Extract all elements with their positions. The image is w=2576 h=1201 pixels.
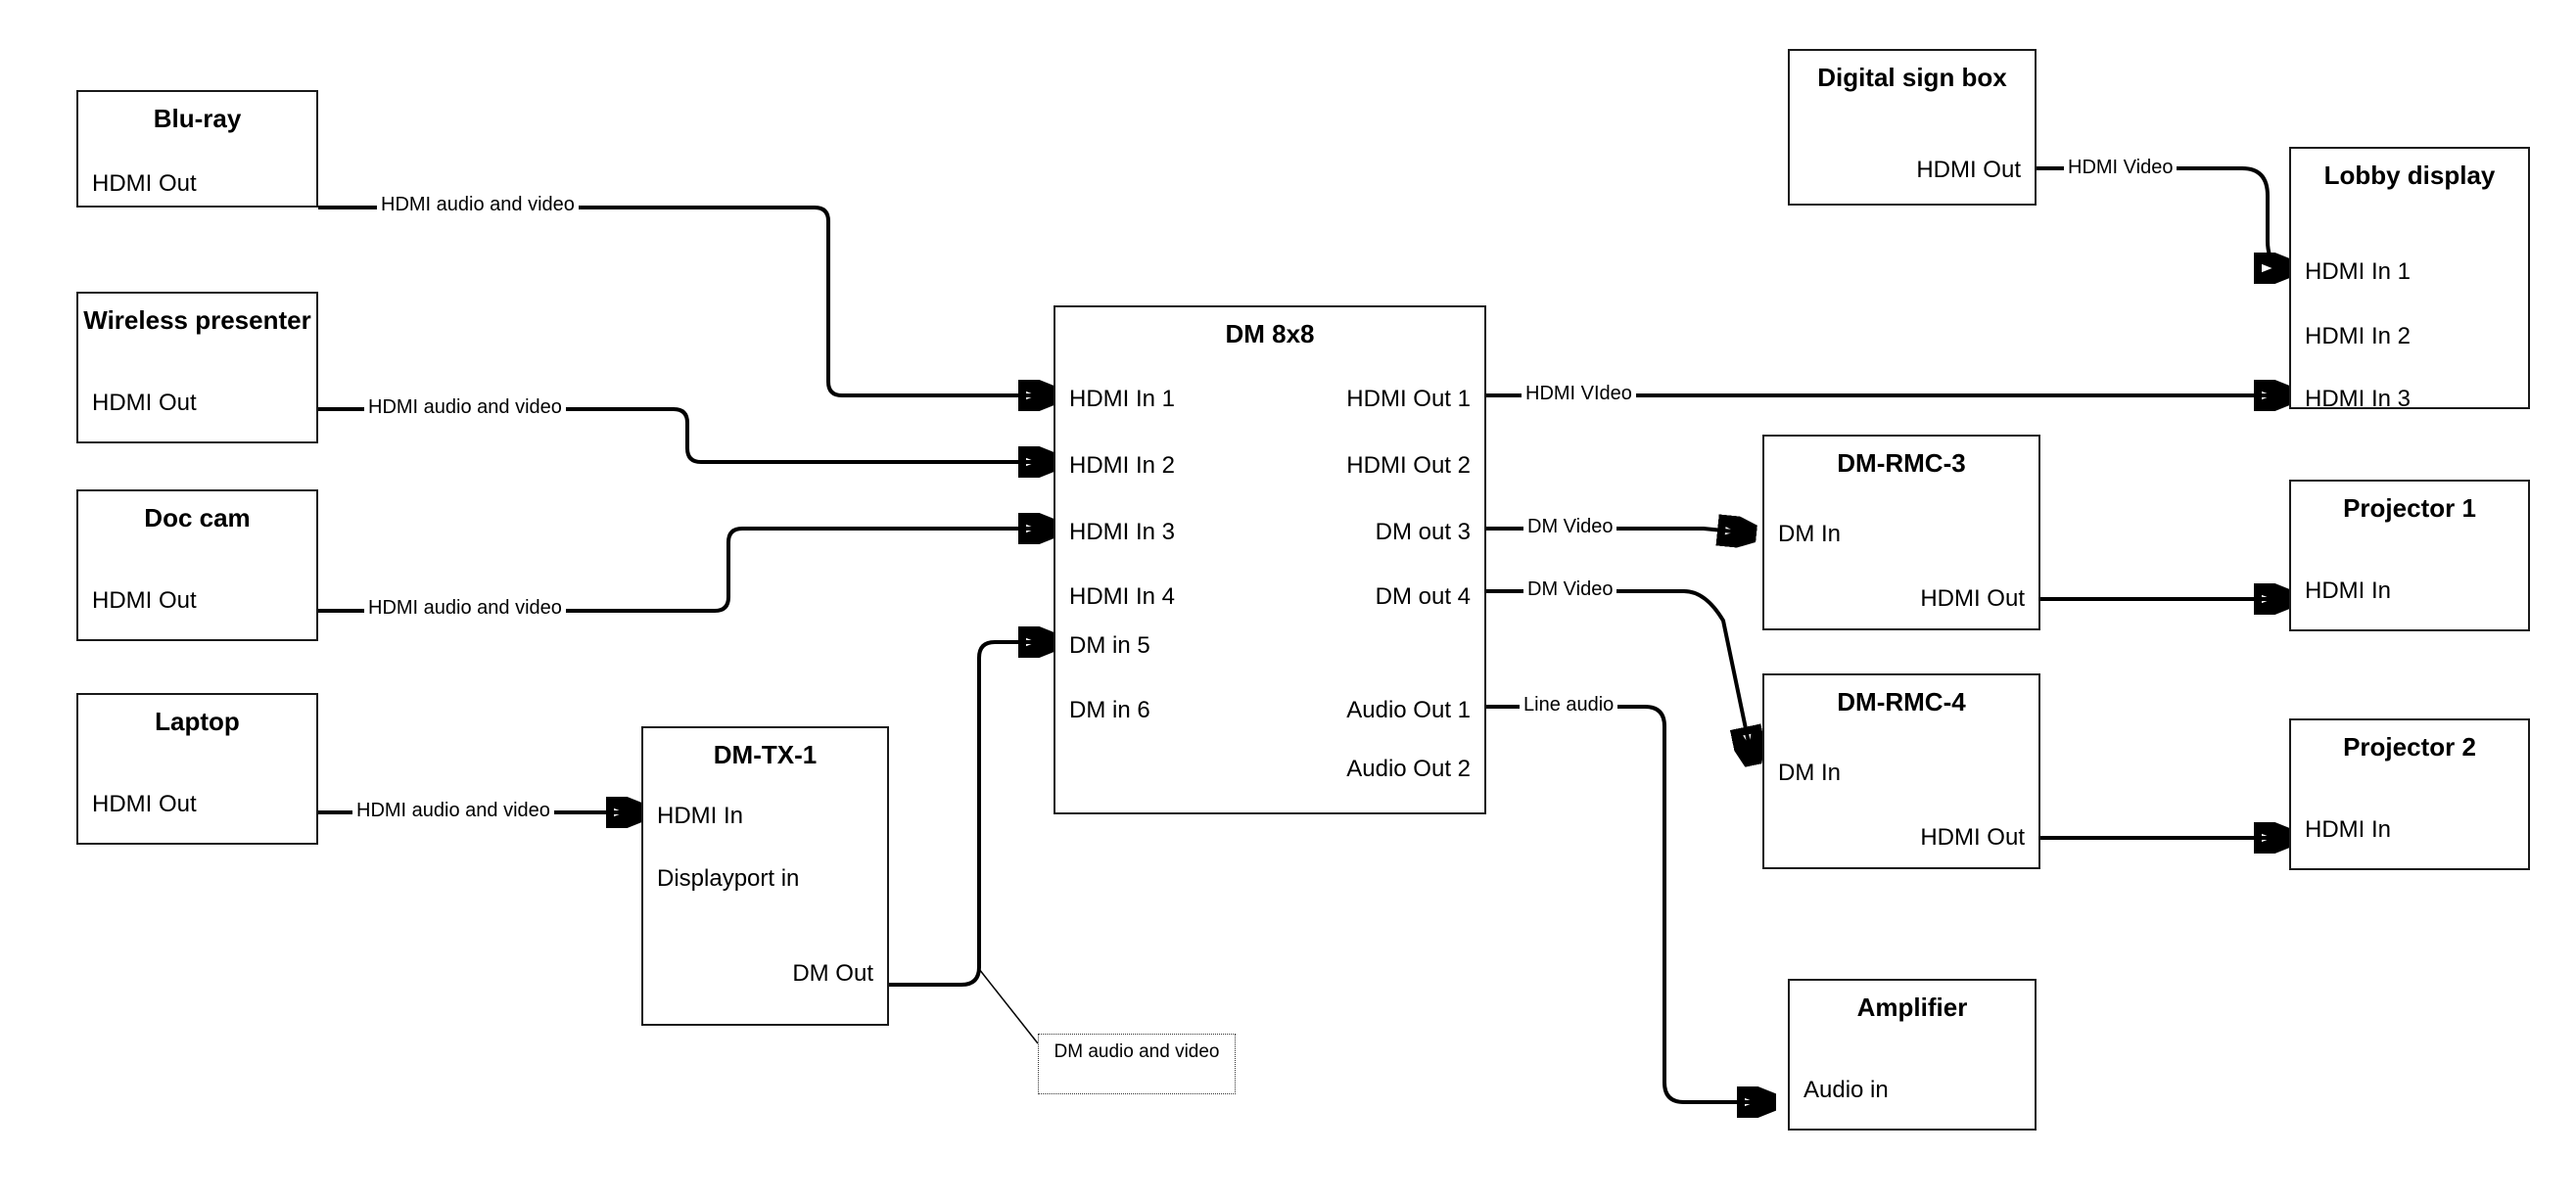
port-dm-in: DM In xyxy=(1778,760,1842,786)
edge-label-doccam: HDMI audio and video xyxy=(364,597,566,620)
edge-label-dm-out-3: DM Video xyxy=(1523,516,1616,538)
port-hdmi-in: HDMI In xyxy=(2305,577,2392,604)
edge-label-wireless: HDMI audio and video xyxy=(364,396,566,419)
edge-label-bluray: HDMI audio and video xyxy=(377,194,579,216)
edge-label-sign-box: HDMI Video xyxy=(2064,157,2177,179)
node-wireless-presenter[interactable] xyxy=(76,292,318,443)
port-hdmi-in: HDMI In xyxy=(2305,816,2392,843)
port-audio-out-1: Audio Out 1 xyxy=(1346,697,1471,723)
node-laptop[interactable] xyxy=(76,693,318,845)
edge-label-hdmi-out-1: HDMI VIdeo xyxy=(1522,383,1636,405)
node-title: Laptop xyxy=(155,707,240,736)
node-title: Projector 2 xyxy=(2343,732,2476,762)
node-digital-sign-box[interactable] xyxy=(1788,49,2037,206)
node-dm-rmc-3[interactable] xyxy=(1762,435,2040,630)
note-dm-audio-and-video: DM audio and video xyxy=(1038,1034,1236,1094)
node-title: Blu-ray xyxy=(153,104,242,133)
node-title: DM-TX-1 xyxy=(713,740,818,769)
port-hdmi-in-3: HDMI In 3 xyxy=(1069,519,1176,545)
port-hdmi-out-1: HDMI Out 1 xyxy=(1346,386,1471,412)
node-dm-rmc-4[interactable] xyxy=(1762,673,2040,869)
node-bluray[interactable] xyxy=(76,90,318,208)
node-title: Lobby display xyxy=(2323,161,2496,190)
port-dm-in-5: DM in 5 xyxy=(1069,632,1150,659)
port-hdmi-in: HDMI In xyxy=(657,803,744,829)
edge-label-dm-out-4: DM Video xyxy=(1523,578,1616,601)
node-doc-cam[interactable] xyxy=(76,489,318,641)
node-amplifier[interactable] xyxy=(1788,979,2037,1131)
edge-label-laptop: HDMI audio and video xyxy=(352,800,554,822)
node-title: Digital sign box xyxy=(1817,63,2007,92)
port-displayport-in: Displayport in xyxy=(657,865,800,892)
port-audio-in: Audio in xyxy=(1803,1077,1889,1103)
node-dm-tx-1[interactable] xyxy=(641,726,889,1026)
node-lobby-display[interactable] xyxy=(2289,147,2530,412)
port-dm-out: DM Out xyxy=(792,960,873,987)
port-hdmi-in-3: HDMI In 3 xyxy=(2305,386,2412,412)
port-hdmi-out: HDMI Out xyxy=(92,587,197,614)
port-hdmi-out: HDMI Out xyxy=(92,170,197,197)
port-hdmi-out: HDMI Out xyxy=(92,791,197,817)
port-hdmi-out: HDMI Out xyxy=(1920,824,2025,851)
port-dm-out-3: DM out 3 xyxy=(1375,519,1471,545)
port-audio-out-2: Audio Out 2 xyxy=(1346,756,1471,782)
node-projector-2[interactable] xyxy=(2289,718,2530,870)
node-title: Projector 1 xyxy=(2343,493,2476,523)
port-hdmi-in-1: HDMI In 1 xyxy=(1069,386,1176,412)
port-dm-in-6: DM in 6 xyxy=(1069,697,1150,723)
port-hdmi-out: HDMI Out xyxy=(1920,585,2025,612)
port-hdmi-in-2: HDMI In 2 xyxy=(1069,452,1176,479)
port-hdmi-out-2: HDMI Out 2 xyxy=(1346,452,1471,479)
node-title: Wireless presenter xyxy=(83,305,311,335)
node-title: Doc cam xyxy=(144,503,251,532)
node-dm-8x8[interactable] xyxy=(1054,305,1486,814)
node-title: Amplifier xyxy=(1856,993,1968,1022)
port-hdmi-out: HDMI Out xyxy=(92,390,197,416)
port-hdmi-in-1: HDMI In 1 xyxy=(2305,258,2412,285)
node-title: DM-RMC-3 xyxy=(1837,448,1966,478)
node-title: DM-RMC-4 xyxy=(1837,687,1966,716)
node-projector-1[interactable] xyxy=(2289,480,2530,631)
port-hdmi-in-2: HDMI In 2 xyxy=(2305,323,2412,349)
port-hdmi-in-4: HDMI In 4 xyxy=(1069,583,1176,610)
node-title: DM 8x8 xyxy=(1225,319,1315,348)
edge-label-line-audio: Line audio xyxy=(1520,694,1617,716)
port-dm-in: DM In xyxy=(1778,521,1842,547)
port-dm-out-4: DM out 4 xyxy=(1375,583,1471,610)
port-hdmi-out: HDMI Out xyxy=(1916,157,2021,183)
